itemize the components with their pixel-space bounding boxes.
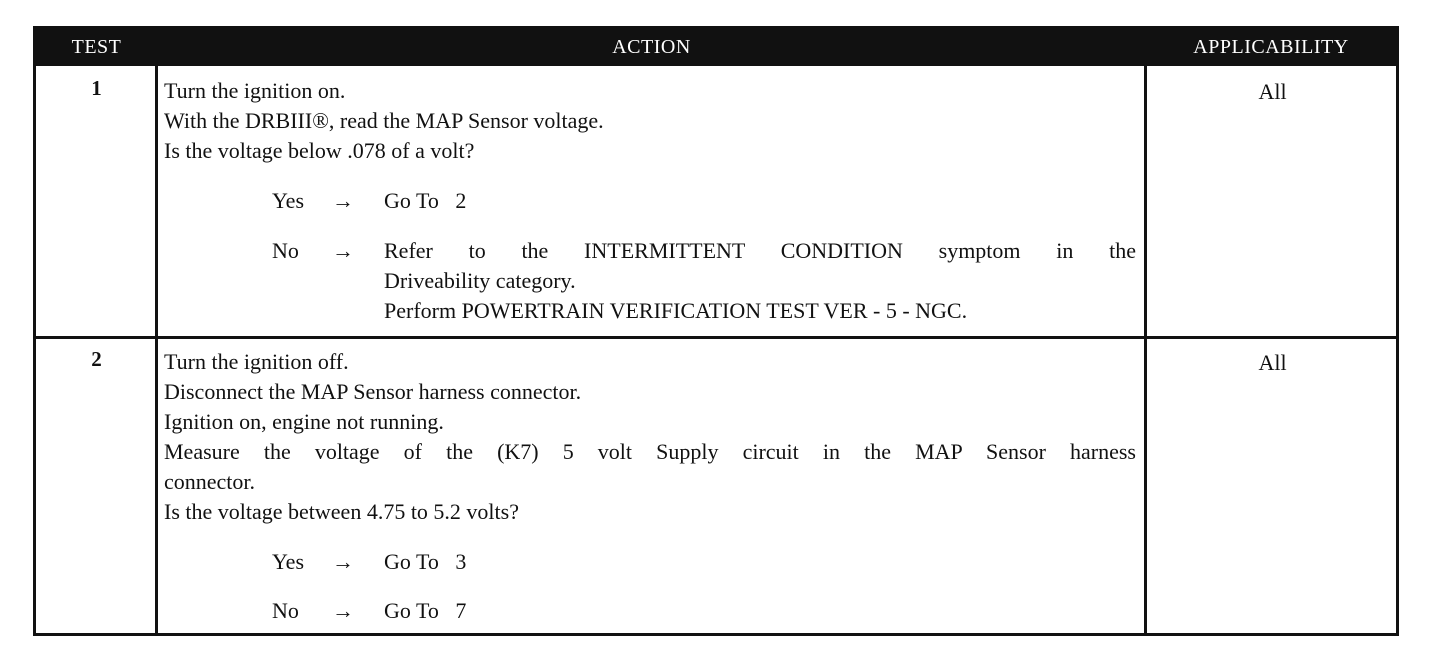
no-result-line: Driveability category. xyxy=(384,268,576,293)
column-divider-applicability xyxy=(1144,66,1147,636)
action-line: Ignition on, engine not running. xyxy=(164,409,444,434)
yes-label: Yes xyxy=(272,549,305,574)
action-text xyxy=(164,76,1136,166)
header-applicability: APPLICABILITY xyxy=(1193,36,1349,58)
arrow-right-icon: → xyxy=(332,188,354,213)
arrow-right-icon: → xyxy=(332,549,354,574)
no-result xyxy=(384,236,1136,326)
action-line: Disconnect the MAP Sensor harness connector. xyxy=(164,379,582,404)
header-test: TEST xyxy=(71,36,122,58)
no-label: No xyxy=(272,238,299,263)
arrow-right-icon: → xyxy=(332,238,354,263)
no-result-line: Perform POWERTRAIN VERIFICATION TEST VER - 5 - NGC. xyxy=(384,298,968,323)
applicability-value: All xyxy=(1258,79,1287,104)
test-number: 2 xyxy=(91,347,102,371)
no-label: No xyxy=(272,598,299,623)
header-action: ACTION xyxy=(612,36,691,58)
action-line: Is the voltage between 4.75 to 5.2 volts? xyxy=(164,499,519,524)
action-line: Measure the voltage of the (K7) 5 volt Supply circuit in the MAP Sensor harness xyxy=(164,439,1136,464)
table-header xyxy=(36,29,1396,66)
no-result: Go To 7 xyxy=(384,598,467,623)
yes-result: Go To 3 xyxy=(384,549,467,574)
action-line: Turn the ignition off. xyxy=(164,349,349,374)
action-line: Turn the ignition on. xyxy=(164,78,346,103)
arrow-right-icon: → xyxy=(332,598,354,623)
yes-result: Go To 2 xyxy=(384,188,467,213)
action-line: connector. xyxy=(164,469,256,494)
yes-label: Yes xyxy=(272,188,305,213)
diagnostic-test-table xyxy=(33,26,1399,636)
action-line: Is the voltage below .078 of a volt? xyxy=(164,138,475,163)
no-result-line: Refer to the INTERMITTENT CONDITION symptom in the xyxy=(384,238,1136,263)
row-divider xyxy=(36,336,1396,339)
action-line: With the DRBIII®, read the MAP Sensor voltage. xyxy=(164,108,604,133)
applicability-value: All xyxy=(1258,350,1287,375)
action-text xyxy=(164,347,1136,527)
test-number: 1 xyxy=(91,76,102,100)
